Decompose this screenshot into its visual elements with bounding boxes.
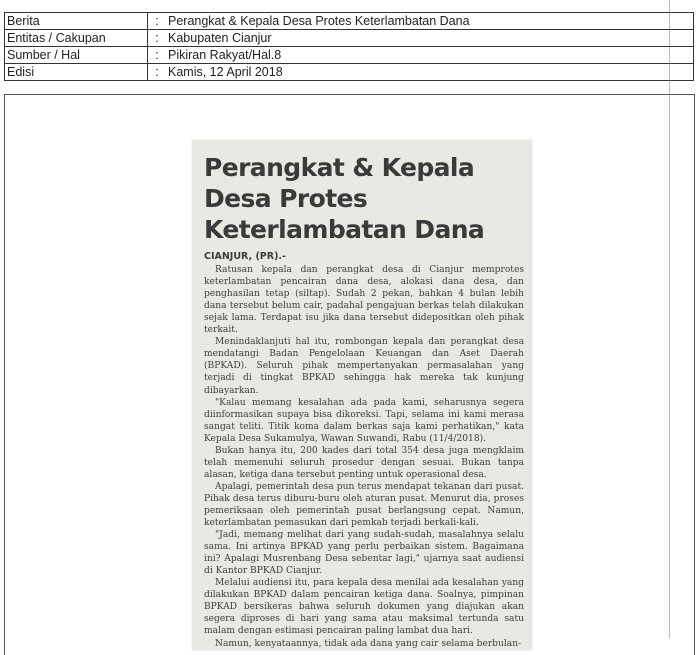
meta-label: Edisi <box>5 64 148 81</box>
newspaper-clipping <box>192 140 532 650</box>
meta-value: Kamis, 12 April 2018 <box>166 64 694 81</box>
meta-row-entitas <box>5 30 694 47</box>
meta-value: Pikiran Rakyat/Hal.8 <box>166 47 694 64</box>
meta-value: Perangkat & Kepala Desa Protes Keterlambatan Dana <box>166 13 694 30</box>
meta-label: Entitas / Cakupan <box>5 30 148 47</box>
meta-separator: : <box>148 47 167 64</box>
metadata-table <box>4 12 694 81</box>
meta-value: Kabupaten Cianjur <box>166 30 694 47</box>
article-body <box>204 251 524 650</box>
article-dateline: CIANJUR, (PR).- <box>204 251 286 262</box>
article-paragraph: Namun, kenyataannya, tidak ada dana yang cair selama berbulan- <box>215 638 522 649</box>
meta-row-berita <box>5 13 694 30</box>
meta-row-sumber <box>5 47 694 64</box>
meta-label: Sumber / Hal <box>5 47 148 64</box>
article-paragraph: "Jadi, memang melihat dari yang sudah-sudah, masalahnya selalu sama. Ini artinya BPKAD yang perlu perbaikan sistem. Bagaimana ini? Apalagi Musrenbang Desa sebentar lagi," ujarnya saat audiensi di Kantor BPKAD Cianjur. <box>204 530 524 577</box>
article-paragraph: Apalagi, pemerintah desa pun terus mendapat tekanan dari pusat. Pihak desa terus diburu-buru oleh aturan pusat. Menurut dia, proses pemeriksaan oleh pemerintah pusat berlangsung cepat. Namun, keterlambatan pemasukan dari pemkab terjadi berkali-kali. <box>204 481 524 529</box>
meta-row-edisi <box>5 64 694 81</box>
article-paragraph: "Kalau memang kesalahan ada pada kami, seharusnya segera diinformasikan supaya bisa dikoreksi. Tapi, selama ini kami merasa sangat teliti. Titik koma dalam berkas saja kami perhatikan," kata Kepala Desa Sukamulya, Wawan Suwandi, Rabu (11/4/2018). <box>204 397 524 444</box>
meta-separator: : <box>148 64 167 81</box>
meta-separator: : <box>148 30 167 47</box>
meta-label: Berita <box>5 13 148 30</box>
article-paragraph: Menindaklanjuti hal itu, rombongan kepala dan perangkat desa mendatangi Badan Pengelolaan Keuangan dan Aset Daerah (BPKAD). Seluruh pihak mempertanyakan permasalahan yang terjadi di tingkat BPKAD sehingga hak mereka tak kunjung dibayarkan. <box>204 337 524 396</box>
margin-rule <box>669 0 670 638</box>
meta-separator: : <box>148 13 167 30</box>
article-paragraph: Bukan hanya itu, 200 kades dari total 354 desa juga mengklaim telah memenuhi seluruh prosedur dengan sesuai. Bukan tanpa alasan, ketiga dana tersebut penting untuk operasional desa. <box>204 445 524 480</box>
article-paragraph: Ratusan kepala dan perangkat desa di Cianjur memprotes keterlambatan pencairan dana desa, alokasi dana desa, dan penghasilan tetap (siltap). Sudah 2 pekan, bahkan 4 bulan lebih dana tersebut belum cair, padahal pengajuan berkas telah dilakukan sejak lama. Terdapat isu jika dana tersebut didepositkan oleh pihak terkait. <box>204 265 524 336</box>
article-headline: Perangkat & Kepala Desa Protes Keterlambatan Dana <box>204 153 485 244</box>
article-paragraph: Melalui audiensi itu, para kepala desa menilai ada kesalahan yang dilakukan BPKAD dalam pencairan ketiga dana. Soalnya, pimpinan BPKAD bersikeras bahwa seluruh dokumen yang diajukan akan segera diproses di hari yang sama atau maksimal tertunda satu malam dengan estimasi pencairan paling lambat dua hari. <box>204 578 524 637</box>
